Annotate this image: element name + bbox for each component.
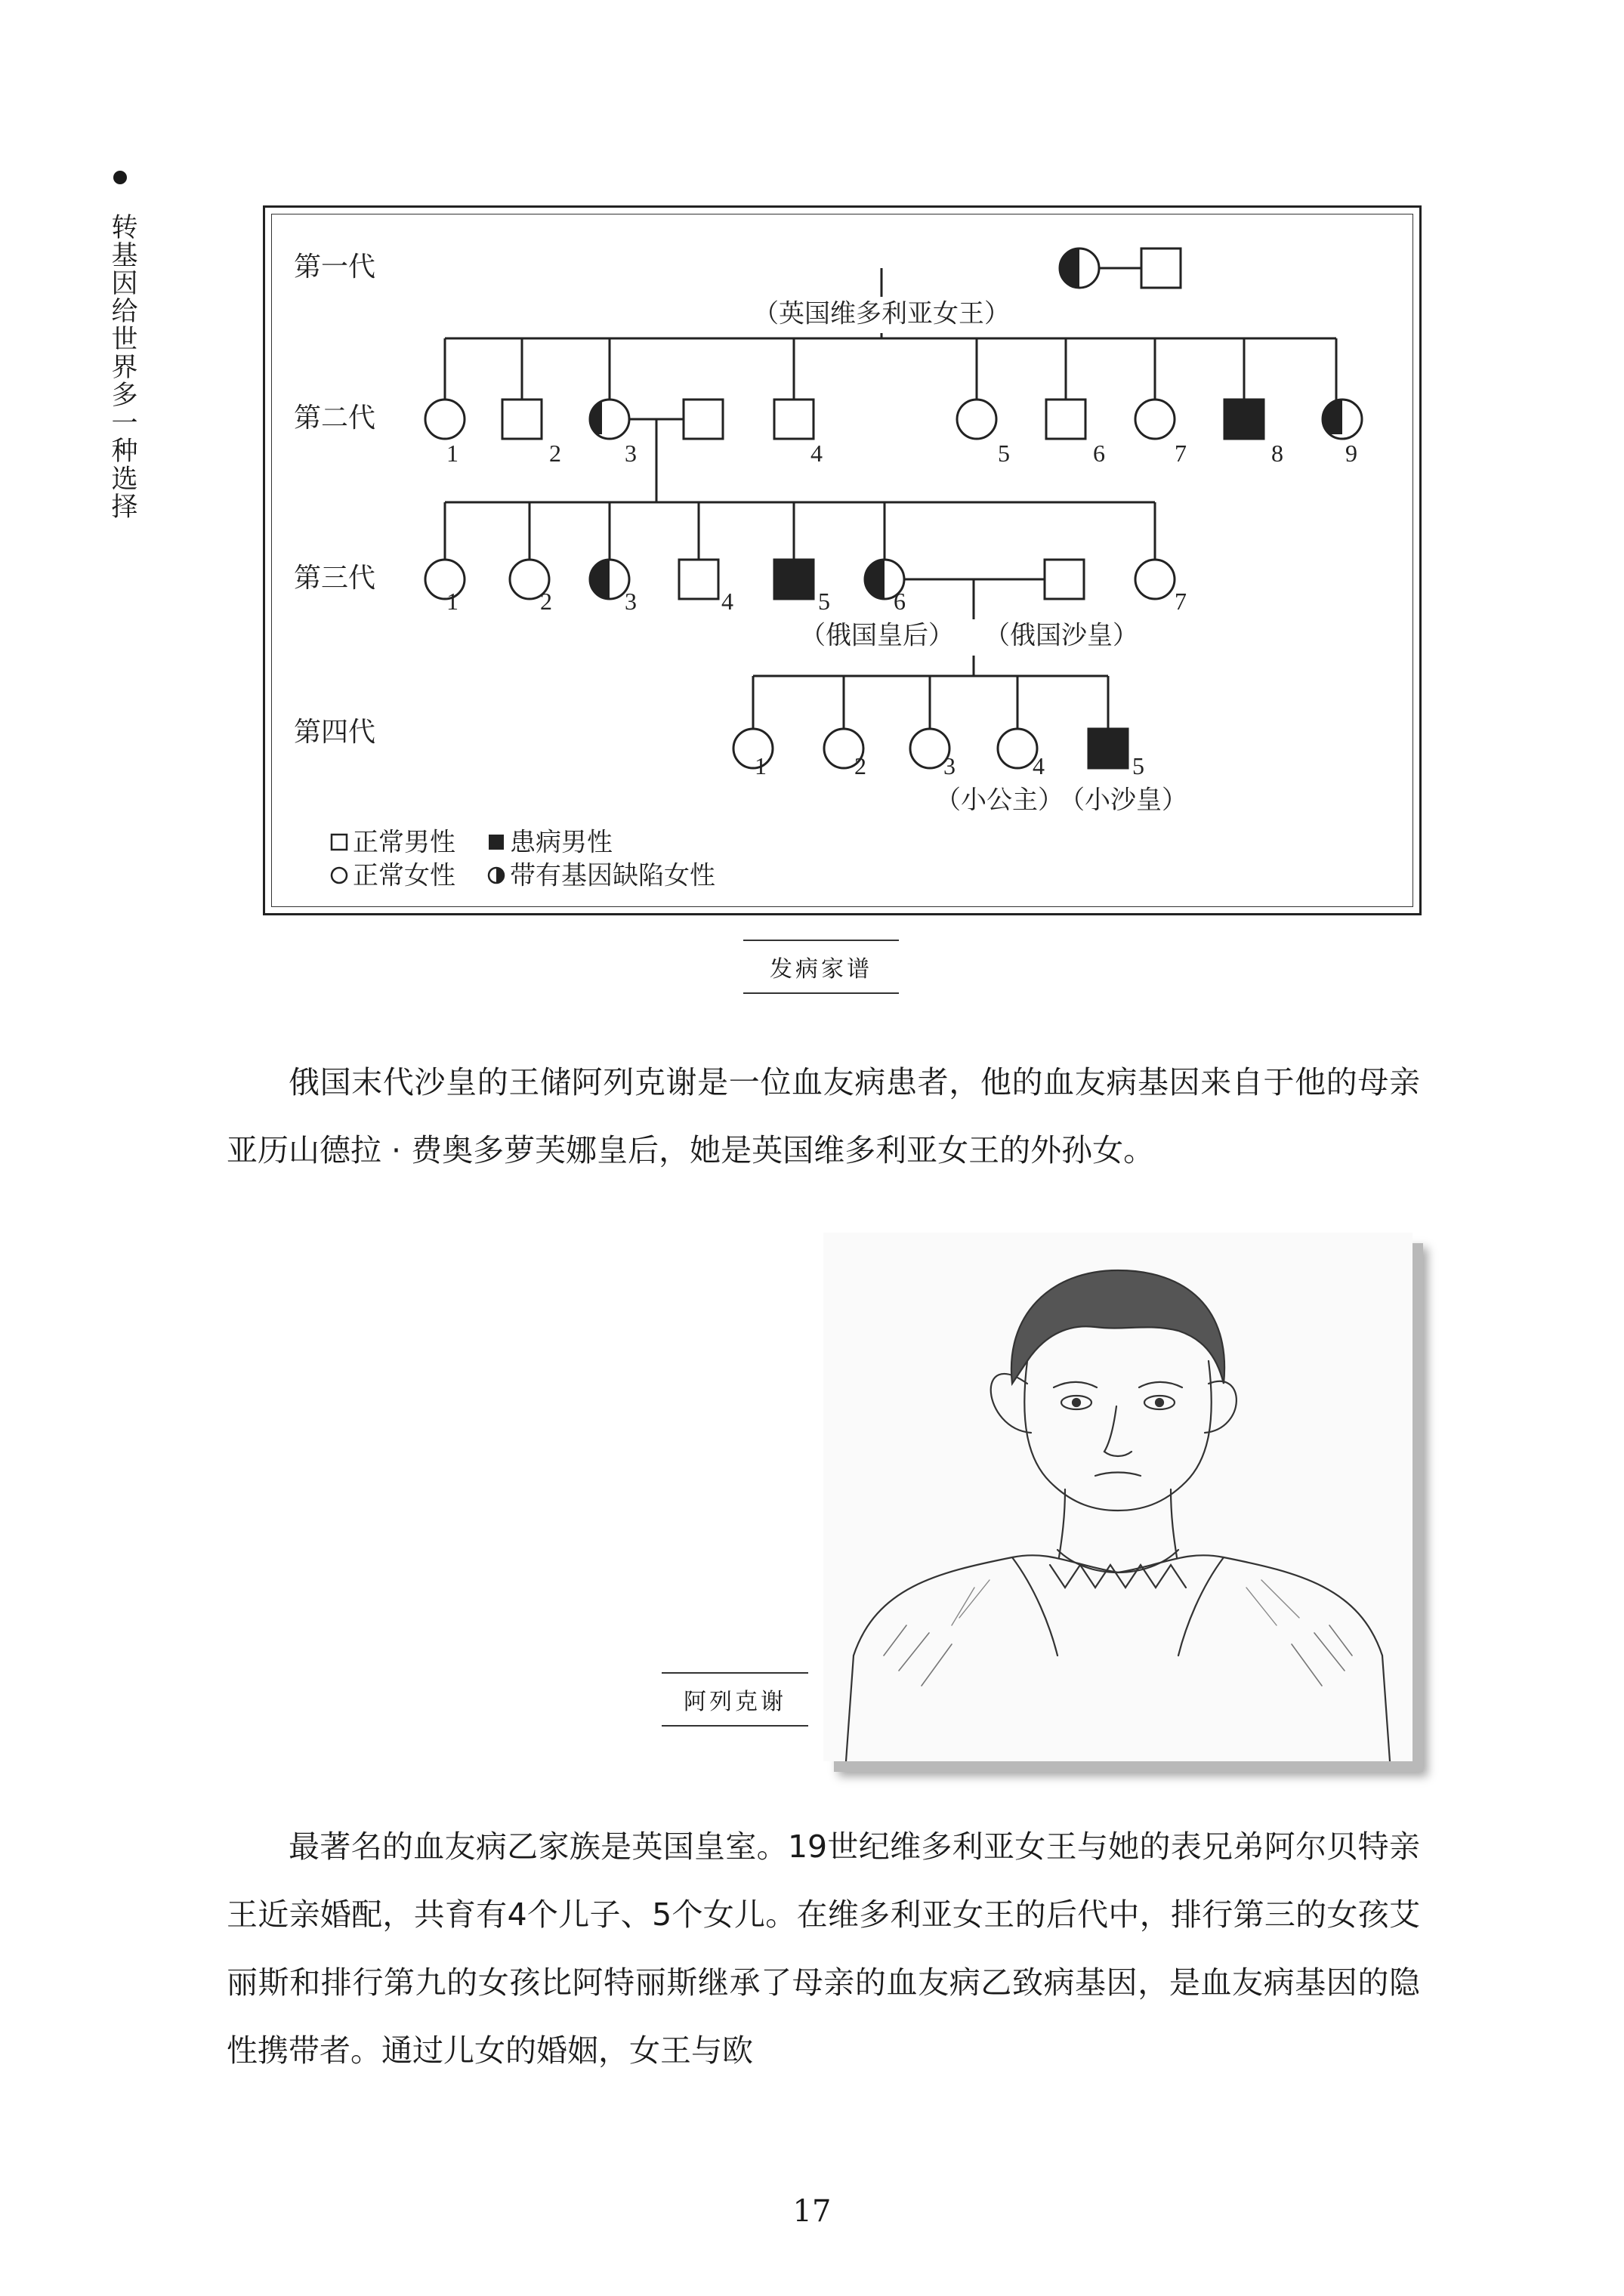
alexei-portrait [823,1233,1413,1761]
gen2-number: 1 [446,440,458,467]
gen3-5-affected-male [774,560,814,599]
gen2-number: 9 [1345,440,1357,467]
affected-male-legend-icon [489,835,504,850]
legend-affected-male: 患病男性 [510,827,613,858]
side-bullet [113,171,127,184]
gen1-queen-victoria-carrier [1060,248,1099,288]
pedigree-caption: 发病家谱 [743,940,899,994]
gen3-7-normal-female [1135,560,1175,599]
pedigree-legend [332,828,715,891]
alexei-portrait-drawing [823,1233,1413,1761]
gen4-3-normal-female [910,729,949,768]
gen2-9-carrier-female [1323,400,1362,439]
gen4-number: 1 [755,752,767,779]
gen2-3-carrier-female [590,400,629,439]
gen4-tsarevich-label: （小沙皇） [1059,785,1187,816]
gen2-number: 7 [1175,440,1187,467]
gen3-number: 3 [625,588,637,615]
gen4-number: 5 [1132,752,1144,779]
gen3-2-normal-female [510,560,549,599]
gen2-8-affected-male [1224,400,1264,439]
generation-label-3: 第三代 [294,563,376,594]
gen2-1-normal-female [425,400,465,439]
gen4-2-normal-female [824,729,863,768]
gen2-number: 3 [625,440,637,467]
body-paragraph-2: 最著名的血友病乙家族是英国皇室。19世纪维多利亚女王与她的表兄弟阿尔贝特亲王近亲婚配，共育有4个儿子、5个女儿。在维多利亚女王的后代中，排行第三的女孩艾丽斯和排行第九的女孩比阿特丽斯继承了母亲的血友病乙致病基因，是血友病基因的隐性携带者。通过儿女的婚姻，女王与欧 [227,1828,1420,2069]
generation-label-4: 第四代 [294,717,376,748]
pedigree-chart [263,205,1422,915]
normal-male-legend-icon [332,835,347,850]
gen3-1-normal-female [425,560,465,599]
body-paragraph-1: 俄国末代沙皇的王储阿列克谢是一位血友病患者，他的血友病基因来自于他的母亲亚历山德拉 · 费奥多萝芙娜皇后，她是英国维多利亚女王的外孙女。 [227,1064,1420,1168]
gen3-queen-label: （俄国皇后） [800,620,954,651]
generation-label-1: 第一代 [294,252,376,282]
gen3-4-normal-male [679,560,718,599]
gen3-number: 7 [1175,588,1187,615]
gen4-4-normal-female [998,729,1037,768]
gen4-5-affected-male-tsarevich [1088,729,1128,768]
side-running-title: 转基因给世界多一种选择 [107,213,137,520]
gen2-number: 8 [1271,440,1283,467]
gen3-3-carrier-female [590,560,629,599]
gen3-number: 5 [818,588,830,615]
gen1-prince-albert [1141,248,1181,288]
page-number: 17 [792,2194,832,2229]
gen4-princess-label: （小公主） [935,785,1064,816]
carrier-female-legend-icon [489,868,504,883]
gen3-tsar-label: （俄国沙皇） [984,620,1138,651]
gen3-number: 2 [540,588,552,615]
gen4-number: 4 [1033,752,1045,779]
legend-normal-female: 正常女性 [353,860,455,891]
gen2-4-normal-male [774,400,814,439]
gen2-3-spouse-male [684,400,723,439]
gen2-7-normal-female [1135,400,1175,439]
gen3-number: 4 [721,588,733,615]
gen2-number: 6 [1093,440,1105,467]
gen3-number: 1 [446,588,458,615]
gen2-number: 4 [810,440,823,467]
gen2-number: 5 [998,440,1010,467]
gen4-1-normal-female [733,729,773,768]
gen1-queen-label: （英国维多利亚女王） [753,298,1010,329]
pedigree-diagram [265,208,1424,918]
normal-female-legend-icon [332,868,347,883]
gen4-number: 2 [854,752,866,779]
legend-normal-male: 正常男性 [353,827,455,858]
gen2-2-normal-male [502,400,542,439]
portrait-caption: 阿列克谢 [662,1672,808,1727]
gen2-6-normal-male [1046,400,1085,439]
legend-carrier-female: 带有基因缺陷女性 [510,860,715,891]
gen3-tsar-male [1045,560,1084,599]
gen2-5-normal-female [957,400,996,439]
gen3-6-carrier-female-tsarina [865,560,904,599]
gen2-number: 2 [549,440,561,467]
generation-label-2: 第二代 [294,403,376,434]
gen3-number: 6 [894,588,906,615]
gen4-number: 3 [943,752,956,779]
